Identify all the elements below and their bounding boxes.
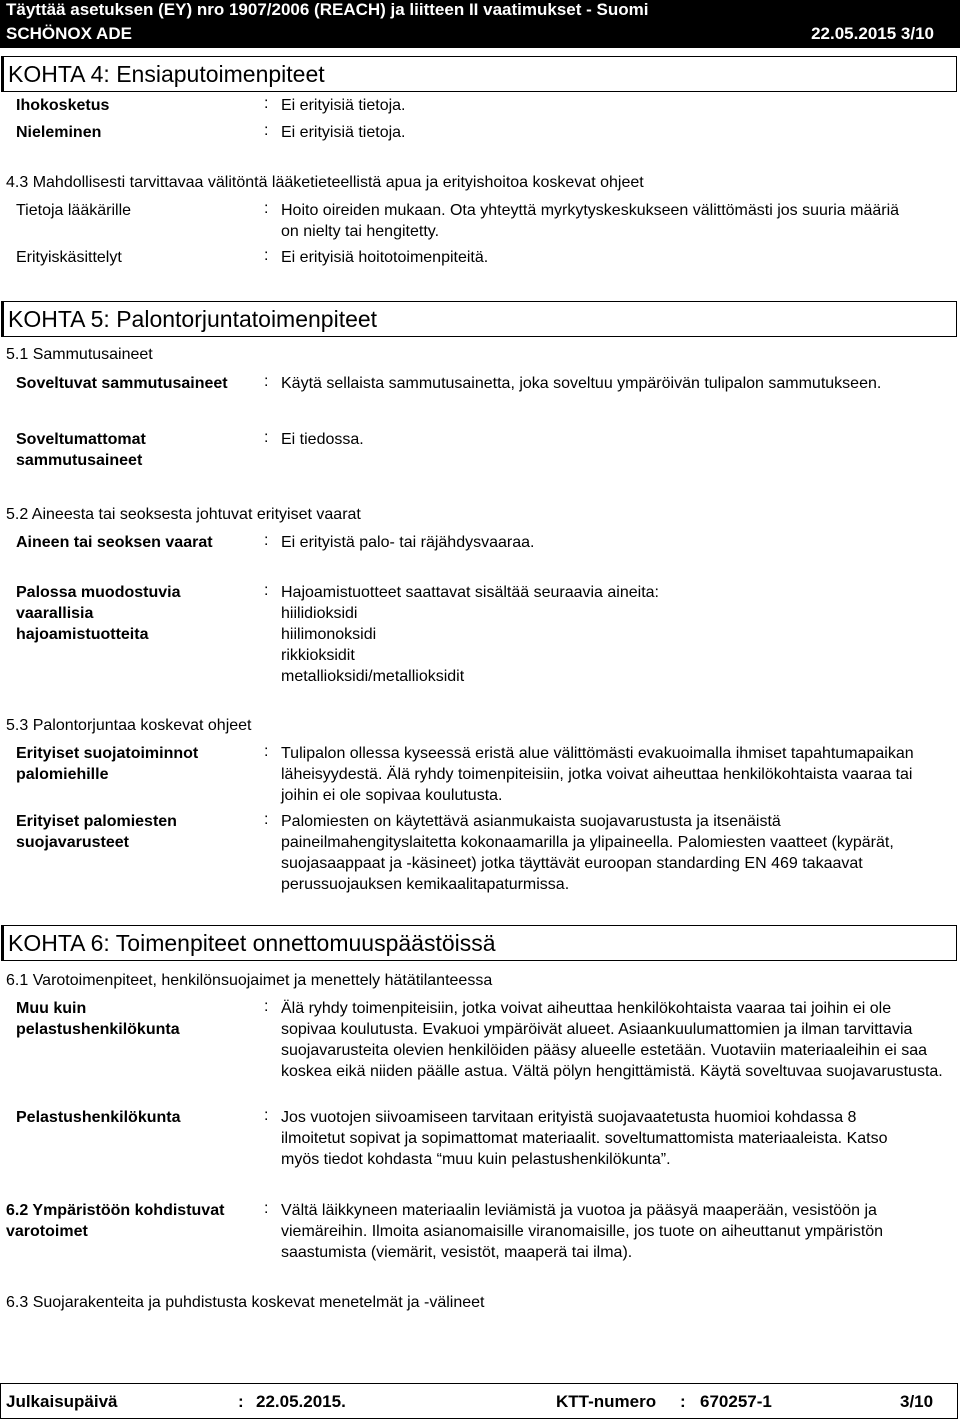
subsection-5-1-title: 5.1 Sammutusaineet — [6, 346, 153, 363]
colon: : — [264, 429, 269, 446]
colon: : — [264, 532, 269, 549]
row-label-ihokosketus: Ihokosketus — [16, 97, 110, 114]
colon: : — [264, 998, 269, 1015]
footer-issue-date: 22.05.2015. — [256, 1392, 346, 1411]
row-label-tietoja-laakarille: Tietoja lääkärille — [16, 202, 132, 219]
footer-box — [0, 1383, 958, 1419]
list-item: metallioksidi/metallioksidit — [281, 668, 465, 685]
row-value-soveltumattomat: Ei tiedossa. — [281, 431, 364, 448]
colon: : — [264, 247, 269, 264]
document-header — [0, 0, 960, 48]
row-label-suojavarusteet: Erityiset palomiesten suojavarusteet — [16, 813, 177, 851]
row-label-pelastushenkilokunta: Pelastushenkilökunta — [16, 1109, 181, 1126]
colon: : — [264, 122, 269, 139]
row-value-ihokosketus: Ei erityisiä tietoja. — [281, 97, 406, 114]
regulation-title: Täyttää asetuksen (EY) nro 1907/2006 (REACH) ja liitteen II vaatimukset - Suomi — [6, 0, 649, 19]
row-value-nieleminen: Ei erityisiä tietoja. — [281, 124, 406, 141]
colon: : — [264, 95, 269, 112]
footer-page: 3/10 — [900, 1392, 934, 1411]
row-label-soveltumattomat: Soveltumattomat sammutusaineet — [16, 431, 146, 469]
row-label-soveltuvat: Soveltuvat sammutusaineet — [16, 375, 228, 392]
row-value-pelastushenkilokunta: Jos vuotojen siivoamiseen tarvitaan erityistä suojavaatetusta huomioi kohdassa 8 ilmoitetut sopivat ja sopimattomat materiaalit. soveltumattomista materiaaleista. Katso myös tiedot kohdasta “muu kuin pelastushenkilökunta”. — [281, 1109, 888, 1168]
colon: : — [238, 1392, 244, 1411]
colon: : — [264, 1200, 269, 1217]
hajoamistuotteet-intro: Hajoamistuotteet saattavat sisältää seuraavia aineita: — [281, 584, 659, 601]
footer-ktt-value: 670257-1 — [700, 1392, 772, 1411]
list-item: rikkioksidit — [281, 647, 355, 664]
subsection-4-3-title: 4.3 Mahdollisesti tarvittavaa välitöntä lääketieteellistä apua ja erityishoitoa koskevat ohjeet — [6, 174, 644, 191]
subsection-5-3-title: 5.3 Palontorjuntaa koskevat ohjeet — [6, 717, 252, 734]
row-value-suojatoiminnot: Tulipalon ollessa kyseessä eristä alue välittömästi evakuoimalla ihmiset tapahtumapaikan läheisyydestä. Älä ryhdy toimenpiteisiin, jotka voivat aiheuttaa henkilökohtaista vaaraa tai joihin ei ole sopivaa koulutusta. — [281, 745, 914, 804]
colon: : — [264, 582, 269, 599]
row-label-suojatoiminnot: Erityiset suojatoiminnot palomiehille — [16, 745, 199, 783]
list-item: hiilimonoksidi — [281, 626, 377, 643]
row-label-aineen-vaarat: Aineen tai seoksen vaarat — [16, 534, 213, 551]
colon: : — [264, 743, 269, 760]
row-value-muu-kuin: Älä ryhdy toimenpiteisiin, jotka voivat aiheuttaa henkilökohtaista vaaraa tai joihin ei ole sopivaa koulutusta. Evakuoi ympäröivät alueet. Asiaankuulumattomien ja ilman tarvittavia suojavarusteita olevien henkilöiden pääsy alueelle estetään. Vuotaviin materiaaleihin ei saa koskea eikä niiden päälle astua. Vältä pölyn hengittämistä. Käytä soveltuvaa suojavarustusta. — [281, 1000, 943, 1080]
section-6-title: KOHTA 6: Toimenpiteet onnettomuuspäästöissä — [1, 925, 957, 961]
row-value-soveltuvat: Käytä sellaista sammutusainetta, joka soveltuu ympäröivän tulipalon sammutukseen. — [281, 375, 882, 392]
colon: : — [264, 811, 269, 828]
row-value-erityiskasittelyt: Ei erityisiä hoitotoimenpiteitä. — [281, 249, 489, 266]
colon: : — [680, 1392, 686, 1411]
footer-ktt-label: KTT-numero — [556, 1392, 657, 1411]
section-5-title: KOHTA 5: Palontorjuntatoimenpiteet — [1, 301, 957, 337]
subsection-6-3-title: 6.3 Suojarakenteita ja puhdistusta koskevat menetelmät ja -välineet — [6, 1294, 485, 1311]
colon: : — [264, 1107, 269, 1124]
section-4-title: KOHTA 4: Ensiaputoimenpiteet — [1, 56, 957, 92]
colon: : — [264, 200, 269, 217]
subsection-6-1-title: 6.1 Varotoimenpiteet, henkilönsuojaimet ja menettely hätätilanteessa — [6, 972, 493, 989]
row-label-erityiskasittelyt: Erityiskäsittelyt — [16, 249, 122, 266]
row-value-suojavarusteet: Palomiesten on käytettävä asianmukaista suojavarustusta ja itsenäistä paineilmahengityslaitetta kokonaamarilla ja ylipaineella. Palomiesten vaatteet (kypärät, suojasaappaat ja -käsineet) jotka täyttävät euroopan standarding EN 469 takaavat perussuojauksen kemikaalitapaturmissa. — [281, 813, 894, 893]
list-item: hiilidioksidi — [281, 605, 358, 622]
header-date-page: 22.05.2015 3/10 — [811, 24, 934, 43]
row-label-hajoamistuotteita: Palossa muodostuvia vaarallisia hajoamistuotteita — [16, 584, 181, 643]
row-value-6-2: Vältä läikkyneen materiaalin leviämistä ja vuotoa ja pääsyä maaperään, vesistöön ja viemäreihin. Ilmoita asianomaisille viranomaisille, jos tuote on aiheuttanut ympäristön saastumista (viemärit, vesistöt, maaperä tai ilma). — [281, 1202, 884, 1261]
footer-issue-label: Julkaisupäivä — [6, 1392, 118, 1411]
row-label-6-2: 6.2 Ympäristöön kohdistuvat varotoimet — [6, 1202, 225, 1240]
row-value-tietoja-laakarille: Hoito oireiden mukaan. Ota yhteyttä myrkytyskeskukseen välittömästi jos suuria määriä on nielty tai hengitetty. — [281, 202, 900, 240]
row-value-hajoamistuotteita — [281, 582, 946, 687]
subsection-5-2-title: 5.2 Aineesta tai seoksesta johtuvat erityiset vaarat — [6, 506, 361, 523]
product-name: SCHÖNOX ADE — [6, 24, 132, 43]
row-label-muu-kuin: Muu kuin pelastushenkilökunta — [16, 1000, 180, 1038]
row-value-aineen-vaarat: Ei erityistä palo- tai räjähdysvaaraa. — [281, 534, 535, 551]
colon: : — [264, 373, 269, 390]
row-label-nieleminen: Nieleminen — [16, 124, 102, 141]
